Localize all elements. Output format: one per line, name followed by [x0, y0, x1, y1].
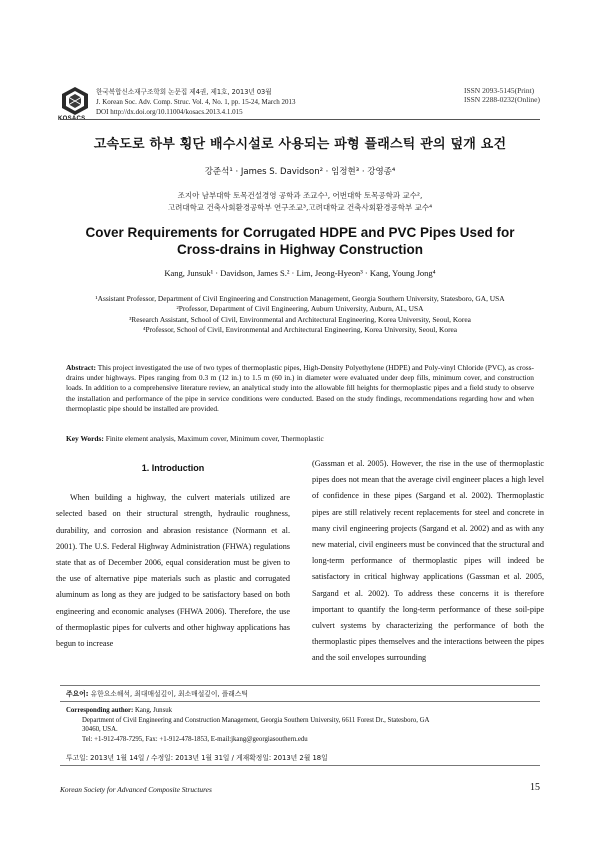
korean-keywords — [66, 688, 248, 698]
corr-address: 30460, USA. — [82, 726, 118, 734]
korean-aff-line: 고려대학교 건축사회환경공학부 연구조교³,고려대학교 건축사회환경공학부 교수⁴ — [167, 203, 433, 212]
korean-aff-line: 조지아 남부대학 토목건설경영 공학과 조교수¹, 어번대학 토목공학과 교수², — [177, 191, 423, 200]
english-affiliations — [60, 294, 540, 336]
footer-divider — [60, 765, 540, 766]
submission-dates: 투고일: 2013년 1월 14일 / 수정일: 2013년 1월 31일 / 게재확정일: 2013년 2월 18일 — [66, 754, 328, 762]
page-number: 15 — [530, 782, 540, 793]
korean-keywords-label: 주요어: — [66, 690, 89, 698]
journal-header — [96, 87, 296, 117]
abstract-text: This project investigated the use of two types of thermoplastic pipes, High-Density Polyethylene (HDPE) and Poly-vinyl Chloride (PVC), as cross-drains under highways. Pipes ranging from 0.3 m (12 in.) to 1.5 m (60 in.) in diameter were evaluated under deep fills, minimum cover, and construction loads. In addition to a comprehensive literature review, an analytical study into the allowable fill heights for thermoplastic pipes and a field study to observe the installation and performance of the pipe in service conditions were conducted. Based on the study findings, recommendations regarding how and when thermoplastic pipe should be installed are provided. — [66, 363, 534, 413]
affiliation: ⁴Professor, School of Civil, Environmental and Architectural Engineering, Korea University, Seoul, Korea — [142, 325, 458, 335]
affiliation: ²Professor, Department of Civil Engineering, Auburn University, Auburn, AL, USA — [176, 304, 424, 314]
section-heading: 1. Introduction — [141, 463, 205, 473]
corr-name: Kang, Junsuk — [135, 707, 173, 714]
issn-print: ISSN 2093-5145(Print) — [463, 86, 535, 95]
korean-affiliations — [40, 190, 560, 214]
english-authors: Kang, Junsuk¹ · Davidson, James S.² · Lim, Jeong-Hyeon³ · Kang, Young Jong⁴ — [164, 268, 436, 278]
issn-block — [464, 86, 540, 104]
footer-divider — [60, 701, 540, 702]
korean-title: 고속도로 하부 횡단 배수시설로 사용되는 파형 플래스틱 관의 덮개 요건 — [93, 137, 507, 152]
english-title-line: Cover Requirements for Corrugated HDPE and PVC Pipes Used for — [85, 225, 515, 240]
body-column-right — [312, 456, 544, 667]
english-title — [40, 224, 560, 258]
issn-online: ISSN 2288-0232(Online) — [463, 95, 540, 104]
corr-contact: Tel: +1-912-478-7295, Fax: +1-912-478-1853, E-mail:jkang@georgiasouthern.edu — [82, 735, 308, 743]
keywords-label: Key Words: — [66, 434, 104, 443]
doi-link[interactable]: DOI http://dx.doi.org/10.11004/kosacs.2013.4.1.015 — [96, 108, 243, 116]
corr-address: Department of Civil Engineering and Construction Management, Georgia Southern University, 6611 Forest Dr., Statesboro, GA — [82, 716, 430, 724]
header-divider — [60, 119, 540, 120]
body-paragraph: (Gassman et al. 2005). However, the rise in the use of thermoplastic pipes does not mean that the average civil engineer places a high level of confidence in these pipes (Sargand et al. 2002). Thermoplastic pipes are still relatively recent replacements for steel and concrete in many civil engineering projects (Sargand et al. 2002) and as with any new material, civil engineers must be convinced that the structural and long-term performance of thermoplastic pipes will indeed be satisfactory in critical highway applications (Gassman et al. 2005, Sargand et al. 2002). To address these concerns it is therefore important to quantify the long-term performance of these soil-pipe culvert systems by characterizing the performance of both the thermoplastic pipes themselves and the interactions between the pipes and the soil envelopes surrounding — [312, 459, 544, 663]
english-title-line: Cross-drains in Highway Construction — [176, 242, 424, 257]
body-column-left — [56, 440, 290, 652]
abstract — [66, 363, 534, 414]
keywords-text: Finite element analysis, Maximum cover, Minimum cover, Thermoplastic — [105, 434, 324, 443]
journal-name-ko: 한국복합신소재구조학회 논문집 제4권, 제1호, 2013년 03월 — [96, 88, 272, 96]
affiliation: ³Research Assistant, School of Civil, Environmental and Architectural Engineering, Korea University, Seoul, Korea — [129, 314, 471, 324]
affiliation: ¹Assistant Professor, Department of Civil Engineering and Construction Management, Georgia Southern University, Statesboro, GA, USA — [95, 294, 505, 303]
kosacs-logo-icon — [60, 86, 90, 116]
body-paragraph: When building a highway, the culvert materials utilized are selected based on their structural strength, hydraulic roughness, durability, and corrosion and abrasion resistance (Normann et al. 2001). The U.S. Federal Highway Administration (FHWA) regulations state that as of December 2006, equal consideration must be given to the use of alternative pipe materials such as plastic and corrugated aluminum as long as they are judged to be satisfactory based on both engineering and economic analyses (FHWA 2006). Therefore, the use of thermoplastic pipes for culverts and other highway applications has begun to increase — [56, 493, 290, 649]
journal-name-en: J. Korean Soc. Adv. Comp. Struc. Vol. 4, No. 1, pp. 15-24, March 2013 — [96, 98, 296, 106]
footer-divider — [60, 685, 540, 686]
abstract-label: Abstract: — [66, 363, 96, 372]
korean-authors: 강준석¹ · James S. Davidson² · 임정현³ · 강영종⁴ — [204, 167, 396, 177]
journal-footer: Korean Society for Advanced Composite Structures — [60, 785, 212, 794]
corresponding-author — [66, 706, 536, 744]
logo-label: KOSACS — [58, 116, 86, 122]
corr-label: Corresponding author: — [66, 707, 134, 714]
korean-keywords-text: 유한요소해석, 최대매설깊이, 최소매설깊이, 플래스틱 — [90, 690, 249, 698]
